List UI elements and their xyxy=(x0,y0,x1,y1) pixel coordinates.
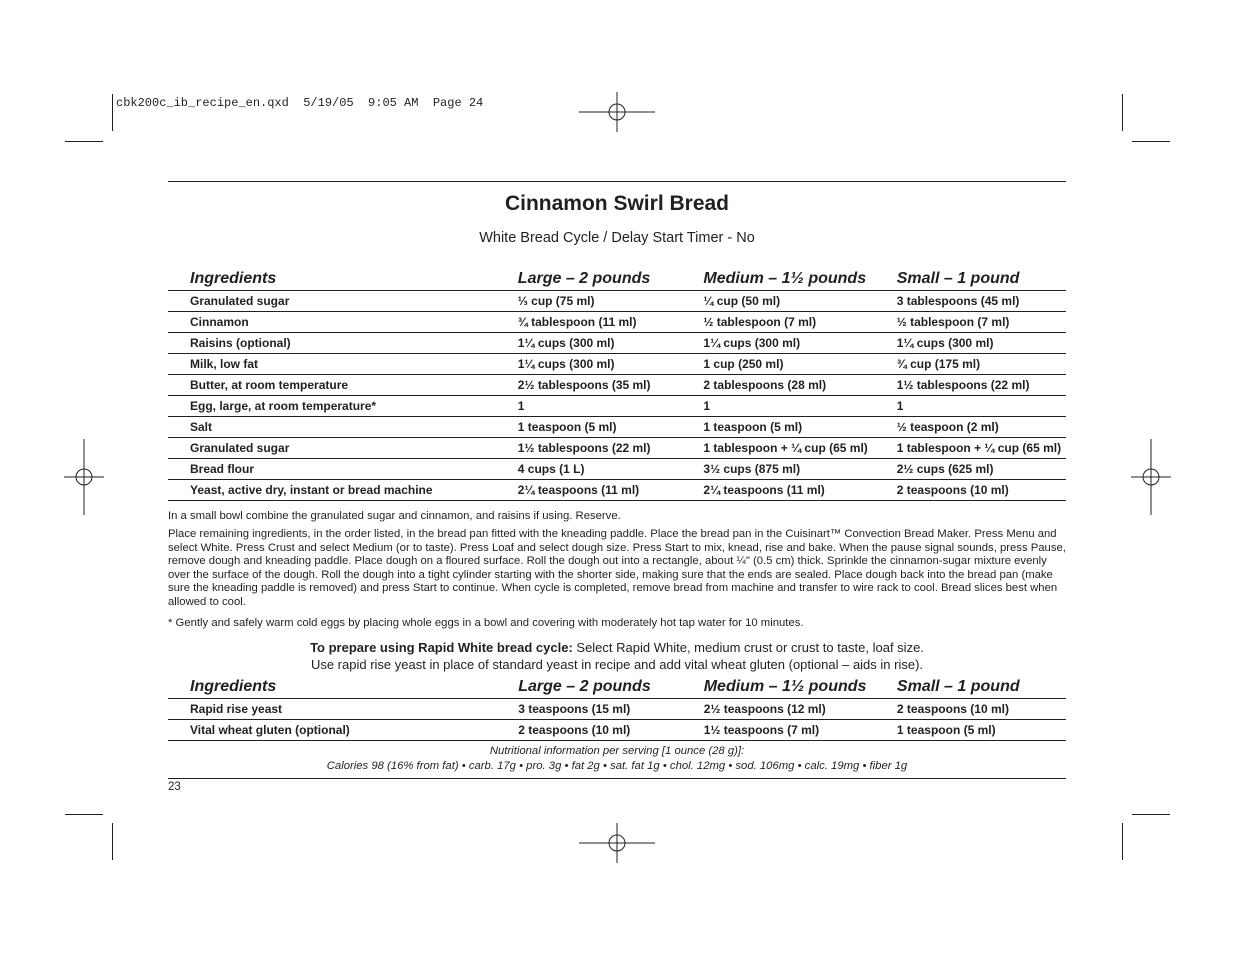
recipe-subtitle: White Bread Cycle / Delay Start Timer - No xyxy=(479,230,755,246)
amount-large: 1¼ cups (300 ml) xyxy=(518,333,704,354)
recipe-title: Cinnamon Swirl Bread xyxy=(504,192,730,215)
nutrition-heading: Nutritional information per serving [1 ounce (28 g)]: xyxy=(489,745,745,757)
table-row xyxy=(168,438,1066,459)
amount-medium: 1¼ cups (300 ml) xyxy=(703,333,896,354)
rapid-ingredients-table xyxy=(168,674,1066,741)
ingredient-name: Vital wheat gluten (optional) xyxy=(168,720,518,741)
amount-small: 3 tablespoons (45 ml) xyxy=(897,291,1066,312)
table-row xyxy=(168,291,1066,312)
instruction-method: Place remaining ingredients, in the order listed, in the bread pan fitted with the kneading paddle. Place the bread pan in the Cuisinart™ Convection Bread Maker. Press Menu and select White. Press Crust and select Medium (or to taste). Press Loaf and select dough size. Press Start to mix, knead, rise and bake. When the pause signal sounds, press Pause, remove dough and kneading paddle. Place dough on a floured surface. Roll the dough out into a rectangle, about ¼" (0.5 cm) thick. Sprinkle the cinnamon-sugar mixture evenly over the surface of the dough. Roll the dough into a tight cylinder starting with the shorter side, making sure that the ends are sealed. Place dough back into the bread pan (make sure the kneading paddle is removed) and press Start to continue. When cycle is completed, remove bread from machine and transfer to wire rack to cool. Bread slices best when allowed to cool. xyxy=(168,528,1066,608)
crop-mark xyxy=(65,141,103,142)
amount-medium: 2¼ teaspoons (11 ml) xyxy=(703,480,896,501)
amount-large: 4 cups (1 L) xyxy=(518,459,704,480)
ingredient-name: Granulated sugar xyxy=(168,291,518,312)
amount-small: ½ teaspoon (2 ml) xyxy=(897,417,1066,438)
amount-large: 2 teaspoons (10 ml) xyxy=(518,720,703,741)
amount-large: ¾ tablespoon (11 ml) xyxy=(518,312,704,333)
amount-small: 2 teaspoons (10 ml) xyxy=(897,480,1066,501)
crop-mark xyxy=(112,94,113,131)
bottom-rule xyxy=(168,778,1066,779)
ingredient-name: Raisins (optional) xyxy=(168,333,518,354)
table-row xyxy=(168,459,1066,480)
amount-large: ⅓ cup (75 ml) xyxy=(518,291,704,312)
amount-medium: 1 cup (250 ml) xyxy=(703,354,896,375)
printer-slug: cbk200c_ib_recipe_en.qxd 5/19/05 9:05 AM Page 24 xyxy=(116,96,484,110)
header-ingredients: Ingredients xyxy=(168,674,518,699)
table-row xyxy=(168,312,1066,333)
table-row xyxy=(168,720,1066,741)
amount-medium: 1 teaspoon (5 ml) xyxy=(703,417,896,438)
amount-small: ¾ cup (175 ml) xyxy=(897,354,1066,375)
table-row xyxy=(168,375,1066,396)
header-small: Small – 1 pound xyxy=(897,266,1066,291)
header-small: Small – 1 pound xyxy=(897,674,1066,699)
rapid-cycle-note xyxy=(168,639,1066,673)
table-row xyxy=(168,417,1066,438)
ingredient-name: Bread flour xyxy=(168,459,518,480)
nutrition-values: Calories 98 (16% from fat) • carb. 17g • pro. 3g • fat 2g • sat. fat 1g • chol. 12mg • sod. 106mg • calc. 19mg • fiber 1g xyxy=(326,760,908,772)
amount-large: 1 teaspoon (5 ml) xyxy=(518,417,704,438)
ingredient-name: Butter, at room temperature xyxy=(168,375,518,396)
ingredient-name: Granulated sugar xyxy=(168,438,518,459)
ingredient-name: Milk, low fat xyxy=(168,354,518,375)
header-large: Large – 2 pounds xyxy=(518,266,704,291)
table-row xyxy=(168,396,1066,417)
table-row xyxy=(168,699,1066,720)
amount-medium: 3½ cups (875 ml) xyxy=(703,459,896,480)
crop-mark xyxy=(1132,814,1170,815)
ingredient-name: Salt xyxy=(168,417,518,438)
amount-medium: 1 tablespoon + ¼ cup (65 ml) xyxy=(703,438,896,459)
crop-mark xyxy=(112,823,113,860)
page-number: 23 xyxy=(168,781,181,793)
table-header-row xyxy=(168,266,1066,291)
amount-medium: 1½ teaspoons (7 ml) xyxy=(704,720,897,741)
table-header-row xyxy=(168,674,1066,699)
amount-medium: 2 tablespoons (28 ml) xyxy=(703,375,896,396)
ingredient-name: Yeast, active dry, instant or bread machine xyxy=(168,480,518,501)
ingredients-table xyxy=(168,266,1066,501)
table-row xyxy=(168,354,1066,375)
amount-small: 1 teaspoon (5 ml) xyxy=(897,720,1066,741)
header-medium: Medium – 1½ pounds xyxy=(703,266,896,291)
table-row xyxy=(168,333,1066,354)
amount-large: 3 teaspoons (15 ml) xyxy=(518,699,703,720)
registration-mark-bottom xyxy=(579,823,655,863)
registration-mark-left xyxy=(64,439,104,515)
ingredient-name: Cinnamon xyxy=(168,312,518,333)
amount-small: 2 teaspoons (10 ml) xyxy=(897,699,1066,720)
amount-large: 2¼ teaspoons (11 ml) xyxy=(518,480,704,501)
ingredient-name: Rapid rise yeast xyxy=(168,699,518,720)
amount-large: 1 xyxy=(518,396,704,417)
nutrition-info xyxy=(168,744,1066,774)
rapid-cycle-line2: Use rapid rise yeast in place of standard yeast in recipe and add vital wheat gluten (optional – aids in rise). xyxy=(310,657,924,672)
crop-mark xyxy=(1132,141,1170,142)
amount-large: 1¼ cups (300 ml) xyxy=(518,354,704,375)
rapid-cycle-text: Select Rapid White, medium crust or crust to taste, loaf size. xyxy=(572,640,924,655)
amount-large: 1½ tablespoons (22 ml) xyxy=(518,438,704,459)
amount-small: 1¼ cups (300 ml) xyxy=(897,333,1066,354)
crop-mark xyxy=(1122,94,1123,131)
amount-medium: ½ tablespoon (7 ml) xyxy=(703,312,896,333)
amount-small: 1½ tablespoons (22 ml) xyxy=(897,375,1066,396)
rapid-cycle-lead: To prepare using Rapid White bread cycle: xyxy=(310,640,573,655)
ingredient-name: Egg, large, at room temperature* xyxy=(168,396,518,417)
header-medium: Medium – 1½ pounds xyxy=(704,674,897,699)
registration-mark-top xyxy=(579,92,655,132)
amount-small: 1 xyxy=(897,396,1066,417)
crop-mark xyxy=(65,814,103,815)
rapid-cycle-line1 xyxy=(168,639,1066,656)
registration-mark-right xyxy=(1131,439,1171,515)
instruction-intro: In a small bowl combine the granulated sugar and cinnamon, and raisins if using. Reserve. xyxy=(168,510,621,522)
amount-large: 2½ tablespoons (35 ml) xyxy=(518,375,704,396)
egg-footnote: * Gently and safely warm cold eggs by placing whole eggs in a bowl and covering with moderately hot tap water for 10 minutes. xyxy=(168,617,804,629)
amount-small: ½ tablespoon (7 ml) xyxy=(897,312,1066,333)
crop-mark xyxy=(1122,823,1123,860)
table-row xyxy=(168,480,1066,501)
amount-medium: ¼ cup (50 ml) xyxy=(703,291,896,312)
header-large: Large – 2 pounds xyxy=(518,674,703,699)
amount-small: 1 tablespoon + ¼ cup (65 ml) xyxy=(897,438,1066,459)
amount-medium: 2½ teaspoons (12 ml) xyxy=(704,699,897,720)
top-rule xyxy=(168,181,1066,182)
amount-small: 2½ cups (625 ml) xyxy=(897,459,1066,480)
header-ingredients: Ingredients xyxy=(168,266,518,291)
amount-medium: 1 xyxy=(703,396,896,417)
